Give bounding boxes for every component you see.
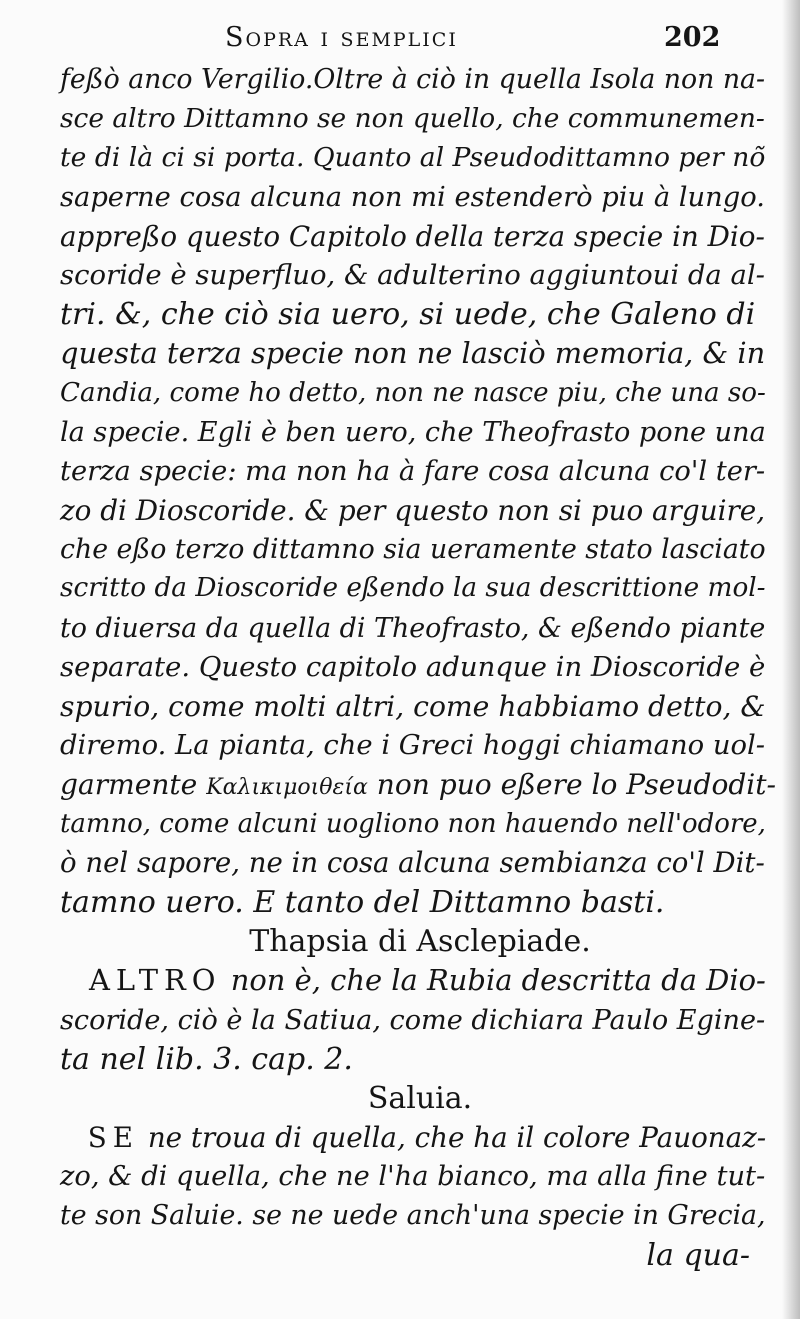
text-line: la specie. Egli è ben uero, che Theofrasto pone una	[60, 416, 766, 448]
text-line: terza specie: ma non ha à fare cosa alcuna co'l ter-	[60, 455, 766, 487]
text-line: ta nel lib. 3. cap. 2.	[60, 1041, 353, 1077]
lead-word-altro: ALTRO	[88, 963, 222, 998]
text-line: te di là ci si porta. Quanto al Pseudodittamno per nõ	[60, 142, 766, 174]
text-line: zo, & di quella, che ne l'ha bianco, ma alla fine tut-	[60, 1161, 766, 1193]
lead-word-se: SE	[87, 1121, 139, 1155]
text-line: sce altro Dittamno se non quello, che communemen-	[60, 103, 765, 135]
text-line: ò nel sapore, ne in cosa alcuna sembianza co'l Dit-	[60, 846, 765, 879]
text-line: tamno uero. E tanto del Dittamno basti.	[60, 884, 665, 920]
text-line: scoride è superfluo, & adulterino aggiuntoui da al-	[60, 259, 765, 291]
text-line: separate. Questo capitolo adunque in Dioscoride è	[60, 650, 766, 683]
text-line: questa terza specie non ne lasciò memoria, & in	[60, 336, 766, 371]
text-line: appreßo questo Capitolo della terza specie in Dio-	[60, 219, 765, 253]
text-line	[60, 1118, 780, 1157]
text-line: spurio, come molti altri, come habbiamo detto, &	[60, 690, 766, 723]
text-line: saperne cosa alcuna non mi estenderò piu à lungo.	[60, 181, 765, 213]
line-text: non è, che la Rubia descritta da Dio-	[230, 963, 766, 998]
text-line: diremo. La pianta, che i Greci hoggi chiamano uol-	[60, 730, 766, 762]
page-edge-shadow	[782, 0, 800, 1319]
text-line	[60, 961, 780, 1000]
body-text	[60, 60, 780, 1275]
text-line: scoride, ciò è la Satiua, come dichiara Paulo Egine-	[60, 1004, 766, 1036]
section-heading-thapsia: Thapsia di Asclepiade.	[249, 924, 591, 960]
text-line: feßò anco Vergilio.Oltre à ciò in quella Isola non na-	[60, 64, 766, 95]
text-line: che eßo terzo dittamno sia ueramente stato lasciato	[60, 534, 766, 566]
text-line: tri. &, che ciò sia uero, si uede, che Galeno di	[60, 297, 756, 333]
greek-plant-name: Καλικιμοιθεία	[206, 775, 368, 801]
section-heading-saluia: Saluia.	[367, 1080, 473, 1116]
line-text-after-greek: non puo eßere lo Pseudodit-	[367, 768, 777, 802]
text-line-with-greek	[60, 765, 780, 804]
page-number: 202	[664, 22, 721, 53]
text-line: to diuersa da quella di Theofrasto, & eßendo piante	[60, 612, 766, 644]
page-header	[0, 22, 800, 62]
text-line: Candia, come ho detto, non ne nasce piu, che una so-	[60, 377, 766, 408]
text-line: scritto da Dioscoride eßendo la sua descrittione mol-	[60, 573, 766, 604]
text-line: te son Saluie. se ne uede anch'una specie in Grecia,	[60, 1200, 766, 1232]
line-text: ne troua di quella, che ha il colore Pauonaz-	[147, 1121, 767, 1155]
line-text-before-greek: garmente	[60, 768, 207, 802]
catchword: la qua-	[646, 1237, 750, 1273]
text-line: tamno, come alcuni uogliono non hauendo nell'odore,	[60, 808, 766, 839]
text-line: zo di Dioscoride. & per questo non si puo arguire,	[60, 494, 766, 528]
running-head: Sopra i semplici	[225, 22, 458, 53]
